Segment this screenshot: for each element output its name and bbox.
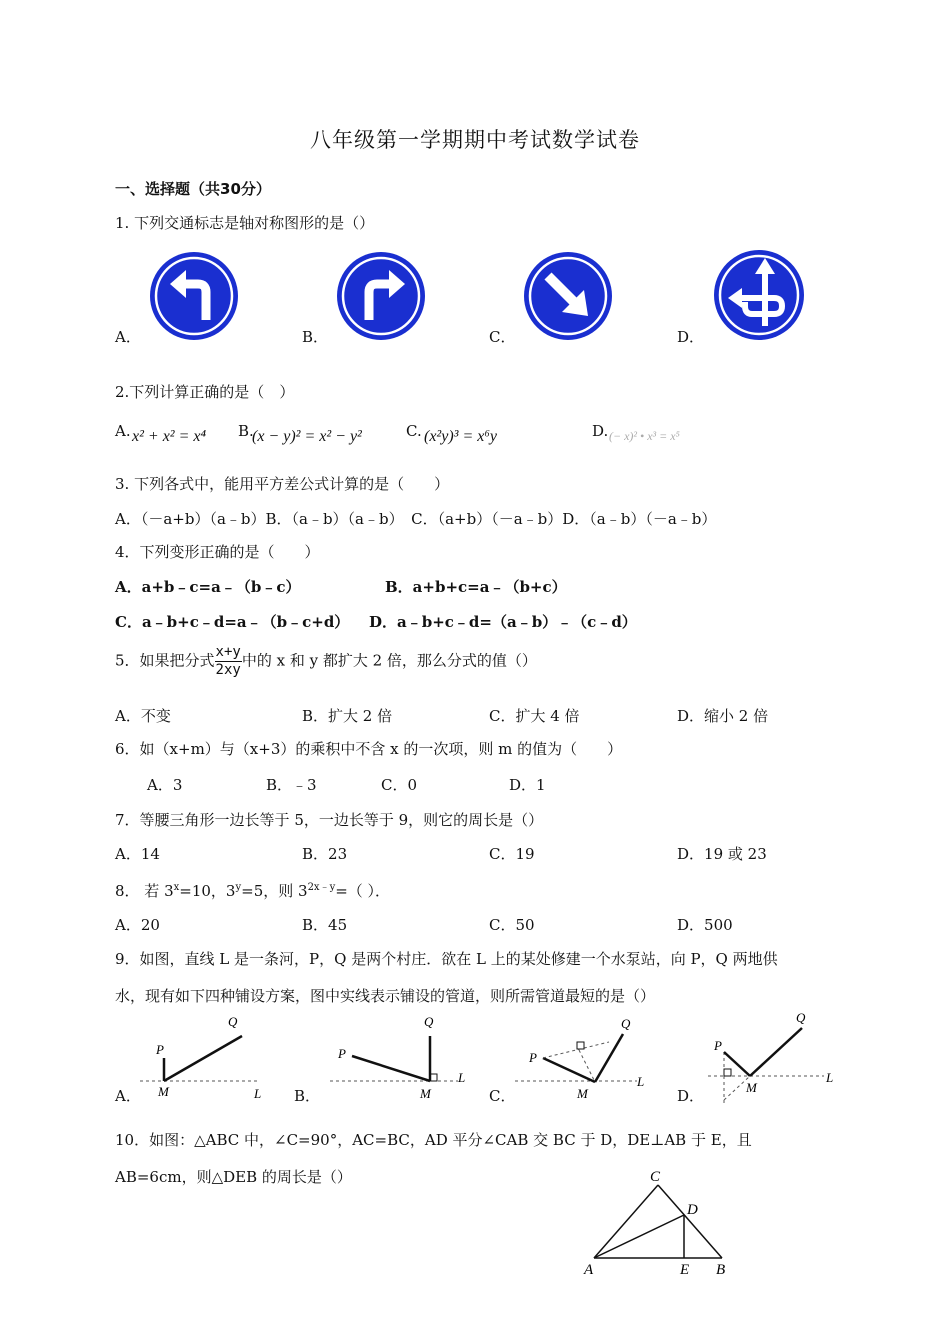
q5-option-a: A．不变 (115, 707, 171, 725)
section-heading: 一、选择题（共30分） (115, 180, 271, 198)
question-7-stem: 7．等腰三角形一边长等于 5，一边长等于 9，则它的周长是（） (115, 811, 544, 829)
q2-option-b-expr: (x − y)² = x² − y² (252, 428, 362, 445)
q7-option-c: C．19 (489, 845, 535, 863)
label-e: E (680, 1262, 690, 1278)
q6-option-d: D．1 (509, 776, 546, 794)
q2-option-d-label: D. (592, 422, 609, 440)
label-p: P (338, 1046, 346, 1061)
q1-option-d-label: D． (677, 328, 705, 346)
q2-option-a-expr: x² + x² = x⁴ (132, 428, 207, 445)
q9-option-c-label: C． (489, 1087, 516, 1105)
q9-diagram-d (704, 1008, 844, 1105)
label-l: L (254, 1086, 262, 1101)
q5-option-d: D．缩小 2 倍 (677, 707, 769, 725)
label-m: M (420, 1086, 431, 1101)
q9-option-d-label: D． (677, 1087, 705, 1105)
q9-option-a-label: A． (115, 1087, 141, 1105)
dashed-pq (543, 1042, 609, 1058)
q1-option-c-label: C． (489, 328, 516, 346)
question-9-stem-line-1: 9．如图，直线 L 是一条河，P，Q 是两个村庄．欲在 L 上的某处修建一个水泵站，向 P，Q 两地供 (115, 950, 778, 968)
question-8-stem (115, 878, 390, 901)
q4-option-b: B．a+b+c=a﹣（b+c） (385, 578, 567, 596)
q8-stem-part-a: 8． 若 3 (115, 882, 174, 900)
down-right-arrow-sign-icon (522, 250, 614, 342)
q8-stem-part-b: =10，3 (179, 882, 236, 900)
q8-option-a: A．20 (115, 916, 160, 934)
right-turn-sign-icon (335, 250, 427, 342)
q7-option-a: A．14 (115, 845, 160, 863)
question-2-stem: 2.下列计算正确的是（ ） (115, 383, 295, 401)
q2-option-c-label: C. (406, 422, 422, 440)
q4-option-a: A．a+b﹣c=a﹣（b﹣c） (115, 578, 301, 596)
q3-options-line: A．（－a+b）（a﹣b）B．（a﹣b）（a﹣b） C．（a+b）（－a﹣b）D．（a﹣b）（－a﹣b） (115, 510, 717, 528)
q9-diagram-a (140, 1010, 280, 1105)
question-10-stem-line-1: 10．如图：△ABC 中，∠C=90°，AC=BC，AD 平分∠CAB 交 BC 于 D，DE⊥AB 于 E，且 (115, 1131, 752, 1149)
left-turn-sign-icon (148, 250, 240, 342)
label-p: P (156, 1042, 164, 1057)
q5-fraction (215, 644, 242, 679)
pipe-pm (352, 1056, 430, 1081)
question-5-stem (115, 644, 537, 679)
q9-diagram-b (330, 1010, 475, 1105)
question-6-stem: 6．如（x+m）与（x+3）的乘积中不含 x 的一次项，则 m 的值为（ ） (115, 740, 623, 758)
label-q: Q (424, 1014, 434, 1029)
q8-exponent-y: y (235, 882, 242, 893)
pipe-mq (750, 1028, 802, 1076)
label-a: A (584, 1262, 594, 1278)
q4-option-c: C．a﹣b+c﹣d=a﹣（b﹣c+d） (115, 613, 350, 631)
label-p: P (714, 1038, 722, 1053)
page-title: 八年级第一学期期中考试数学试卷 (310, 128, 640, 152)
q2-option-c-expr: (x²y)³ = x⁶y (424, 428, 498, 445)
q6-option-c: C．0 (381, 776, 418, 794)
q6-option-a: A．3 (147, 776, 183, 794)
q8-option-c: C．50 (489, 916, 535, 934)
pipe-mq (595, 1034, 623, 1082)
question-10-stem-line-2: AB=6cm，则△DEB 的周长是（） (115, 1168, 352, 1186)
label-b: B (716, 1262, 726, 1278)
label-p: P (529, 1050, 537, 1065)
label-d: D (687, 1202, 698, 1218)
q6-option-b: B．﹣3 (266, 776, 317, 794)
q2-option-a-label: A. (115, 422, 131, 440)
question-3-stem: 3. 下列各式中，能用平方差公式计算的是（ ） (115, 475, 450, 493)
label-q: Q (621, 1016, 631, 1031)
q2-option-d-expr: (− x)² • x³ = x⁵ (609, 429, 680, 443)
pipe-pm (543, 1058, 595, 1082)
bisector-ad (594, 1215, 684, 1258)
q5-stem-before: 5．如果把分式 (115, 651, 215, 670)
side-cb (658, 1185, 722, 1258)
q7-option-b: B．23 (302, 845, 348, 863)
label-c: C (650, 1169, 661, 1185)
label-m: M (746, 1080, 757, 1095)
pipe-mq (164, 1036, 242, 1081)
q5-option-b: B．扩大 2 倍 (302, 707, 393, 725)
q9-diagram-c (515, 1010, 655, 1105)
label-l: L (458, 1070, 466, 1085)
q5-frac-numerator: x+y (215, 644, 241, 660)
question-1-stem: 1. 下列交通标志是轴对称图形的是（） (115, 214, 375, 232)
q8-exponent-2x-y: 2x﹣y (307, 882, 336, 893)
q8-stem-part-d: =（ ）． (335, 882, 391, 900)
q2-option-b-label: B. (238, 422, 254, 440)
q8-option-d: D．500 (677, 916, 733, 934)
right-angle-mark (724, 1069, 731, 1076)
q10-triangle-diagram (580, 1165, 740, 1280)
label-l: L (826, 1070, 834, 1085)
right-angle-mark (577, 1042, 584, 1049)
straight-or-left-sign-icon (712, 248, 806, 342)
q4-option-d: D．a﹣b+c﹣d=（a﹣b）﹣（c﹣d） (369, 613, 637, 631)
q8-exponent-x: x (173, 882, 180, 893)
label-q: Q (228, 1014, 238, 1029)
pipe-pm (724, 1052, 750, 1076)
q1-option-a-label: A． (115, 328, 141, 346)
q5-stem-after: 中的 x 和 y 都扩大 2 倍，那么分式的值（） (241, 651, 537, 670)
q9-option-b-label: B． (294, 1087, 321, 1105)
q7-option-d: D．19 或 23 (677, 845, 767, 863)
side-ac (594, 1185, 658, 1258)
question-9-stem-line-2: 水，现有如下四种铺设方案，图中实线表示铺设的管道，则所需管道最短的是（） (115, 987, 656, 1005)
question-4-stem: 4．下列变形正确的是（ ） (115, 543, 320, 561)
q5-option-c: C．扩大 4 倍 (489, 707, 580, 725)
q5-frac-denominator: 2xy (215, 662, 241, 678)
q1-option-b-label: B． (302, 328, 329, 346)
label-q: Q (796, 1010, 806, 1025)
q8-option-b: B．45 (302, 916, 348, 934)
label-m: M (577, 1086, 588, 1101)
label-m: M (158, 1084, 169, 1099)
label-l: L (637, 1074, 645, 1089)
q8-stem-part-c: =5，则 3 (241, 882, 308, 900)
